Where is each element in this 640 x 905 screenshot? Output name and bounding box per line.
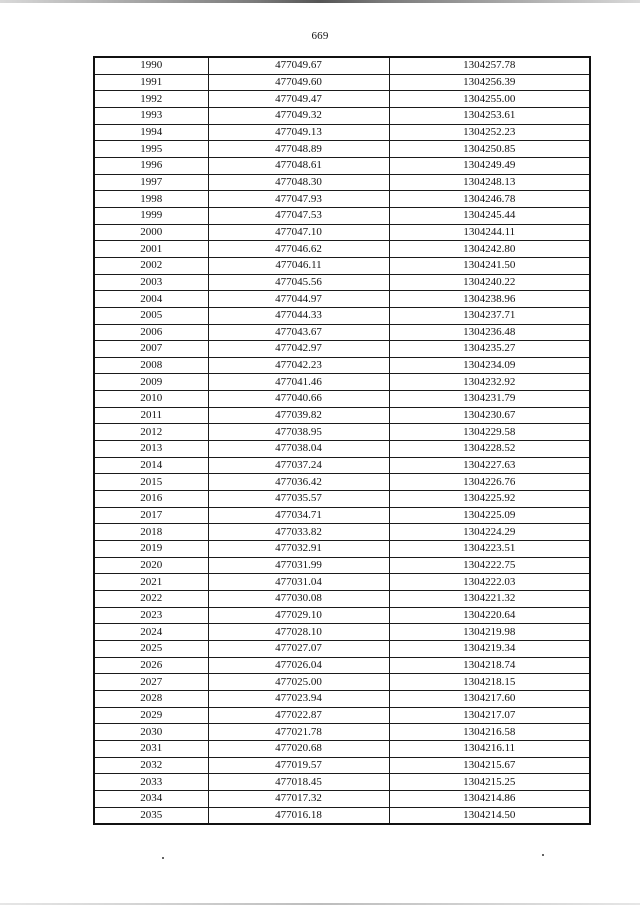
year-cell: 2006: [94, 324, 208, 341]
x-coordinate-cell: 477023.94: [208, 690, 389, 707]
table-row: [94, 91, 590, 108]
table-row: [94, 141, 590, 158]
y-coordinate-cell: 1304218.74: [389, 657, 590, 674]
y-coordinate-cell: 1304215.25: [389, 774, 590, 791]
x-coordinate-cell: 477049.67: [208, 57, 389, 74]
y-coordinate-cell: 1304226.76: [389, 474, 590, 491]
x-coordinate-cell: 477031.04: [208, 574, 389, 591]
y-coordinate-cell: 1304222.03: [389, 574, 590, 591]
x-coordinate-cell: 477046.62: [208, 241, 389, 258]
x-coordinate-cell: 477042.97: [208, 341, 389, 358]
year-cell: 2034: [94, 790, 208, 807]
year-cell: 1994: [94, 124, 208, 141]
table-row: [94, 757, 590, 774]
table-row: [94, 191, 590, 208]
table-row: [94, 207, 590, 224]
y-coordinate-cell: 1304236.48: [389, 324, 590, 341]
y-coordinate-cell: 1304237.71: [389, 307, 590, 324]
year-cell: 2013: [94, 441, 208, 458]
scan-top-edge: [0, 0, 640, 3]
x-coordinate-cell: 477047.53: [208, 207, 389, 224]
y-coordinate-cell: 1304217.60: [389, 690, 590, 707]
y-coordinate-cell: 1304214.50: [389, 807, 590, 824]
year-cell: 2016: [94, 491, 208, 508]
year-cell: 2029: [94, 707, 208, 724]
x-coordinate-cell: 477019.57: [208, 757, 389, 774]
table-row: [94, 790, 590, 807]
y-coordinate-cell: 1304245.44: [389, 207, 590, 224]
table-row: [94, 690, 590, 707]
table-row: [94, 324, 590, 341]
table-row: [94, 657, 590, 674]
y-coordinate-cell: 1304219.34: [389, 640, 590, 657]
y-coordinate-cell: 1304246.78: [389, 191, 590, 208]
year-cell: 2032: [94, 757, 208, 774]
year-cell: 2005: [94, 307, 208, 324]
table-row: [94, 307, 590, 324]
x-coordinate-cell: 477034.71: [208, 507, 389, 524]
year-cell: 2011: [94, 407, 208, 424]
table-row: [94, 541, 590, 558]
year-cell: 2031: [94, 740, 208, 757]
year-cell: 1993: [94, 107, 208, 124]
y-coordinate-cell: 1304227.63: [389, 457, 590, 474]
y-coordinate-cell: 1304221.32: [389, 591, 590, 608]
x-coordinate-cell: 477039.82: [208, 407, 389, 424]
scan-speck: [542, 854, 544, 856]
year-cell: 2000: [94, 224, 208, 241]
table-row: [94, 624, 590, 641]
table-row: [94, 274, 590, 291]
table-row: [94, 157, 590, 174]
y-coordinate-cell: 1304215.67: [389, 757, 590, 774]
y-coordinate-cell: 1304253.61: [389, 107, 590, 124]
x-coordinate-cell: 477044.33: [208, 307, 389, 324]
y-coordinate-cell: 1304231.79: [389, 391, 590, 408]
table-row: [94, 291, 590, 308]
x-coordinate-cell: 477030.08: [208, 591, 389, 608]
y-coordinate-cell: 1304242.80: [389, 241, 590, 258]
year-cell: 2020: [94, 557, 208, 574]
coordinate-table-body: [94, 57, 590, 824]
table-row: [94, 774, 590, 791]
y-coordinate-cell: 1304218.15: [389, 674, 590, 691]
table-row: [94, 174, 590, 191]
coordinate-table: [93, 56, 591, 825]
table-row: [94, 591, 590, 608]
year-cell: 2030: [94, 724, 208, 741]
table-row: [94, 257, 590, 274]
x-coordinate-cell: 477047.93: [208, 191, 389, 208]
y-coordinate-cell: 1304232.92: [389, 374, 590, 391]
x-coordinate-cell: 477041.46: [208, 374, 389, 391]
year-cell: 1998: [94, 191, 208, 208]
x-coordinate-cell: 477045.56: [208, 274, 389, 291]
x-coordinate-cell: 477037.24: [208, 457, 389, 474]
table-row: [94, 491, 590, 508]
x-coordinate-cell: 477033.82: [208, 524, 389, 541]
year-cell: 2024: [94, 624, 208, 641]
table-row: [94, 507, 590, 524]
y-coordinate-cell: 1304248.13: [389, 174, 590, 191]
y-coordinate-cell: 1304228.52: [389, 441, 590, 458]
year-cell: 1992: [94, 91, 208, 108]
x-coordinate-cell: 477038.04: [208, 441, 389, 458]
table-row: [94, 124, 590, 141]
y-coordinate-cell: 1304256.39: [389, 74, 590, 91]
table-row: [94, 574, 590, 591]
x-coordinate-cell: 477029.10: [208, 607, 389, 624]
year-cell: 2025: [94, 640, 208, 657]
table-row: [94, 807, 590, 824]
table-row: [94, 707, 590, 724]
table-row: [94, 524, 590, 541]
y-coordinate-cell: 1304249.49: [389, 157, 590, 174]
table-row: [94, 407, 590, 424]
table-row: [94, 74, 590, 91]
year-cell: 1995: [94, 141, 208, 158]
x-coordinate-cell: 477018.45: [208, 774, 389, 791]
table-row: [94, 57, 590, 74]
x-coordinate-cell: 477035.57: [208, 491, 389, 508]
year-cell: 2012: [94, 424, 208, 441]
y-coordinate-cell: 1304225.09: [389, 507, 590, 524]
year-cell: 2023: [94, 607, 208, 624]
table-row: [94, 424, 590, 441]
x-coordinate-cell: 477036.42: [208, 474, 389, 491]
y-coordinate-cell: 1304223.51: [389, 541, 590, 558]
year-cell: 1999: [94, 207, 208, 224]
year-cell: 2002: [94, 257, 208, 274]
year-cell: 2035: [94, 807, 208, 824]
x-coordinate-cell: 477049.60: [208, 74, 389, 91]
year-cell: 2018: [94, 524, 208, 541]
x-coordinate-cell: 477043.67: [208, 324, 389, 341]
y-coordinate-cell: 1304219.98: [389, 624, 590, 641]
year-cell: 2015: [94, 474, 208, 491]
table-row: [94, 441, 590, 458]
year-cell: 2033: [94, 774, 208, 791]
x-coordinate-cell: 477044.97: [208, 291, 389, 308]
y-coordinate-cell: 1304238.96: [389, 291, 590, 308]
x-coordinate-cell: 477031.99: [208, 557, 389, 574]
scan-speck: [162, 857, 164, 859]
x-coordinate-cell: 477028.10: [208, 624, 389, 641]
y-coordinate-cell: 1304216.11: [389, 740, 590, 757]
year-cell: 2021: [94, 574, 208, 591]
x-coordinate-cell: 477032.91: [208, 541, 389, 558]
table-row: [94, 607, 590, 624]
y-coordinate-cell: 1304230.67: [389, 407, 590, 424]
year-cell: 2010: [94, 391, 208, 408]
y-coordinate-cell: 1304252.23: [389, 124, 590, 141]
year-cell: 2026: [94, 657, 208, 674]
x-coordinate-cell: 477047.10: [208, 224, 389, 241]
coordinate-table-container: [93, 56, 589, 825]
x-coordinate-cell: 477022.87: [208, 707, 389, 724]
year-cell: 2007: [94, 341, 208, 358]
page-number: 669: [311, 30, 329, 42]
table-row: [94, 724, 590, 741]
y-coordinate-cell: 1304257.78: [389, 57, 590, 74]
table-row: [94, 391, 590, 408]
table-row: [94, 241, 590, 258]
year-cell: 2022: [94, 591, 208, 608]
table-row: [94, 374, 590, 391]
table-row: [94, 557, 590, 574]
year-cell: 2001: [94, 241, 208, 258]
table-row: [94, 640, 590, 657]
table-row: [94, 474, 590, 491]
y-coordinate-cell: 1304250.85: [389, 141, 590, 158]
y-coordinate-cell: 1304234.09: [389, 357, 590, 374]
year-cell: 2004: [94, 291, 208, 308]
x-coordinate-cell: 477048.30: [208, 174, 389, 191]
year-cell: 2003: [94, 274, 208, 291]
x-coordinate-cell: 477017.32: [208, 790, 389, 807]
y-coordinate-cell: 1304241.50: [389, 257, 590, 274]
table-row: [94, 740, 590, 757]
table-row: [94, 674, 590, 691]
x-coordinate-cell: 477038.95: [208, 424, 389, 441]
year-cell: 2027: [94, 674, 208, 691]
x-coordinate-cell: 477040.66: [208, 391, 389, 408]
y-coordinate-cell: 1304220.64: [389, 607, 590, 624]
x-coordinate-cell: 477025.00: [208, 674, 389, 691]
x-coordinate-cell: 477021.78: [208, 724, 389, 741]
y-coordinate-cell: 1304222.75: [389, 557, 590, 574]
year-cell: 1991: [94, 74, 208, 91]
x-coordinate-cell: 477027.07: [208, 640, 389, 657]
y-coordinate-cell: 1304216.58: [389, 724, 590, 741]
y-coordinate-cell: 1304224.29: [389, 524, 590, 541]
year-cell: 1997: [94, 174, 208, 191]
year-cell: 2019: [94, 541, 208, 558]
table-row: [94, 457, 590, 474]
y-coordinate-cell: 1304229.58: [389, 424, 590, 441]
table-row: [94, 341, 590, 358]
year-cell: 2028: [94, 690, 208, 707]
table-row: [94, 107, 590, 124]
x-coordinate-cell: 477048.61: [208, 157, 389, 174]
x-coordinate-cell: 477049.47: [208, 91, 389, 108]
year-cell: 1990: [94, 57, 208, 74]
x-coordinate-cell: 477042.23: [208, 357, 389, 374]
year-cell: 2009: [94, 374, 208, 391]
y-coordinate-cell: 1304217.07: [389, 707, 590, 724]
year-cell: 2008: [94, 357, 208, 374]
year-cell: 2017: [94, 507, 208, 524]
x-coordinate-cell: 477016.18: [208, 807, 389, 824]
x-coordinate-cell: 477046.11: [208, 257, 389, 274]
table-row: [94, 357, 590, 374]
x-coordinate-cell: 477048.89: [208, 141, 389, 158]
year-cell: 1996: [94, 157, 208, 174]
y-coordinate-cell: 1304240.22: [389, 274, 590, 291]
year-cell: 2014: [94, 457, 208, 474]
x-coordinate-cell: 477020.68: [208, 740, 389, 757]
x-coordinate-cell: 477049.32: [208, 107, 389, 124]
y-coordinate-cell: 1304244.11: [389, 224, 590, 241]
y-coordinate-cell: 1304225.92: [389, 491, 590, 508]
x-coordinate-cell: 477026.04: [208, 657, 389, 674]
x-coordinate-cell: 477049.13: [208, 124, 389, 141]
y-coordinate-cell: 1304255.00: [389, 91, 590, 108]
y-coordinate-cell: 1304235.27: [389, 341, 590, 358]
y-coordinate-cell: 1304214.86: [389, 790, 590, 807]
table-row: [94, 224, 590, 241]
